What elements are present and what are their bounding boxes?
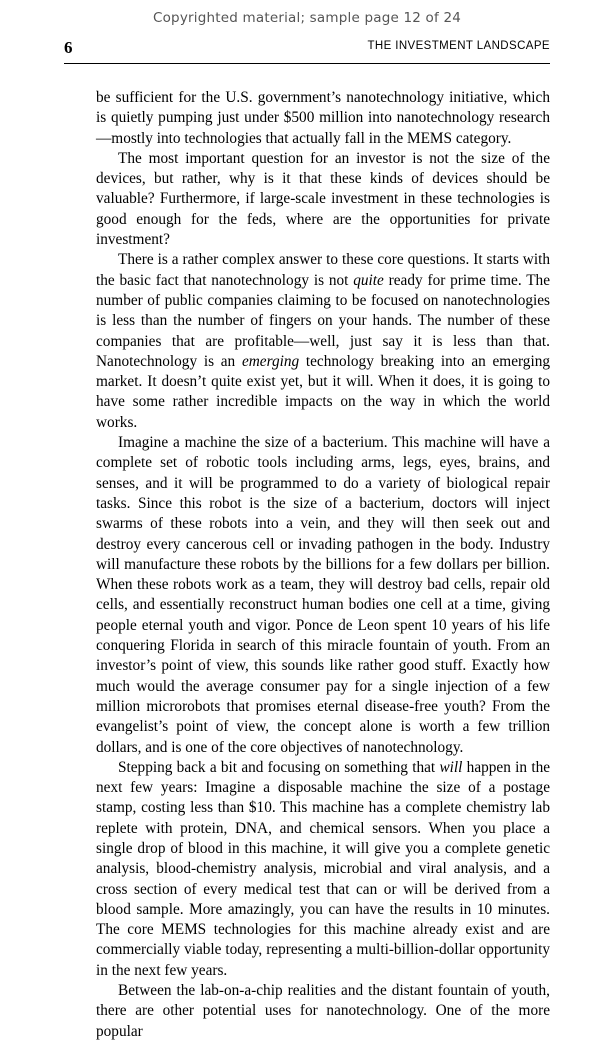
paragraph: There is a rather complex answer to these core questions. It starts with the basic fact that nanotechnology is not quite ready for prime time. The number of public companies claiming to be focused on nanotechnologies is less than the number of fingers on your hands. The number of these companies that are profitable—well, just say it is less than that. Nanotechnology is an emerging technology breaking into an emerging market. It doesn’t quite exist yet, but it will. When it does, it is going to have some rather incredible impacts on the way in which the world works.: [96, 251, 551, 431]
paragraph: The most important question for an investor is not the size of the devices, but rather, why is it that these kinds of devices should be valuable? Furthermore, if large-scale investment in these technologies is good enough for the feds, where are the opportunities for private investment?: [96, 149, 550, 249]
paragraph: Stepping back a bit and focusing on something that will happen in the next few years: Imagine a disposable machine the size of a postage stamp, costing less than $10. This machine has a complete chemistry lab replete with protein, DNA, and chemical sensors. When you place a single drop of blood in this machine, it will give you a complete genetic analysis, blood-chemistry analysis, microbial and viral analysis, and a cross section of every medical test that can or will be derived from a blood sample. More amazingly, you can have the results in 10 minutes. The core MEMS technologies for this machine already exist and are commercially viable today, representing a multi-billion-dollar opportunity in the next few years.: [96, 758, 551, 979]
running-head: THE INVESTMENT LANDSCAPE: [367, 40, 550, 52]
page-number: 6: [64, 38, 73, 57]
paragraph: Between the lab-on-a-chip realities and the distant fountain of youth, there are other potential uses for nanotechnology. One of the more popular: [96, 982, 550, 1040]
body-text-column: [96, 88, 550, 1042]
page-header: [64, 38, 550, 64]
copyright-watermark: Copyrighted material; sample page 12 of 24: [152, 10, 462, 26]
paragraph: Imagine a machine the size of a bacterium. This machine will have a complete set of robotic tools including arms, legs, eyes, brains, and senses, and it will be programmed to do a variety of biological repair tasks. Since this robot is the size of a bacterium, doctors will inject swarms of these robots into a vein, and they will then seek out and destroy every cancerous cell or invading pathogen in the body. Industry will manufacture these robots by the billions for a few dollars per billion. When these robots work as a team, they will destroy bad cells, repair old cells, and essentially reconstruct human bodies one cell at a time, giving people eternal youth and vigor. Ponce de Leon spent 10 years of his life conquering Florida in search of this miracle fountain of youth. From an investor’s point of view, this sounds like rather good stuff. Exactly how much would the average consumer pay for a single injection of a few million microrobots that promises eternal disease-free youth? From the evangelist’s point of view, the concept alone is worth a few trillion dollars, and is one of the core objectives of nanotechnology.: [96, 434, 550, 756]
paragraph: be sufficient for the U.S. government’s nanotechnology initiative, which is quietly pumping just under $500 million into nanotechnology research—mostly into technologies that actually fall in the MEMS category.: [96, 89, 550, 147]
